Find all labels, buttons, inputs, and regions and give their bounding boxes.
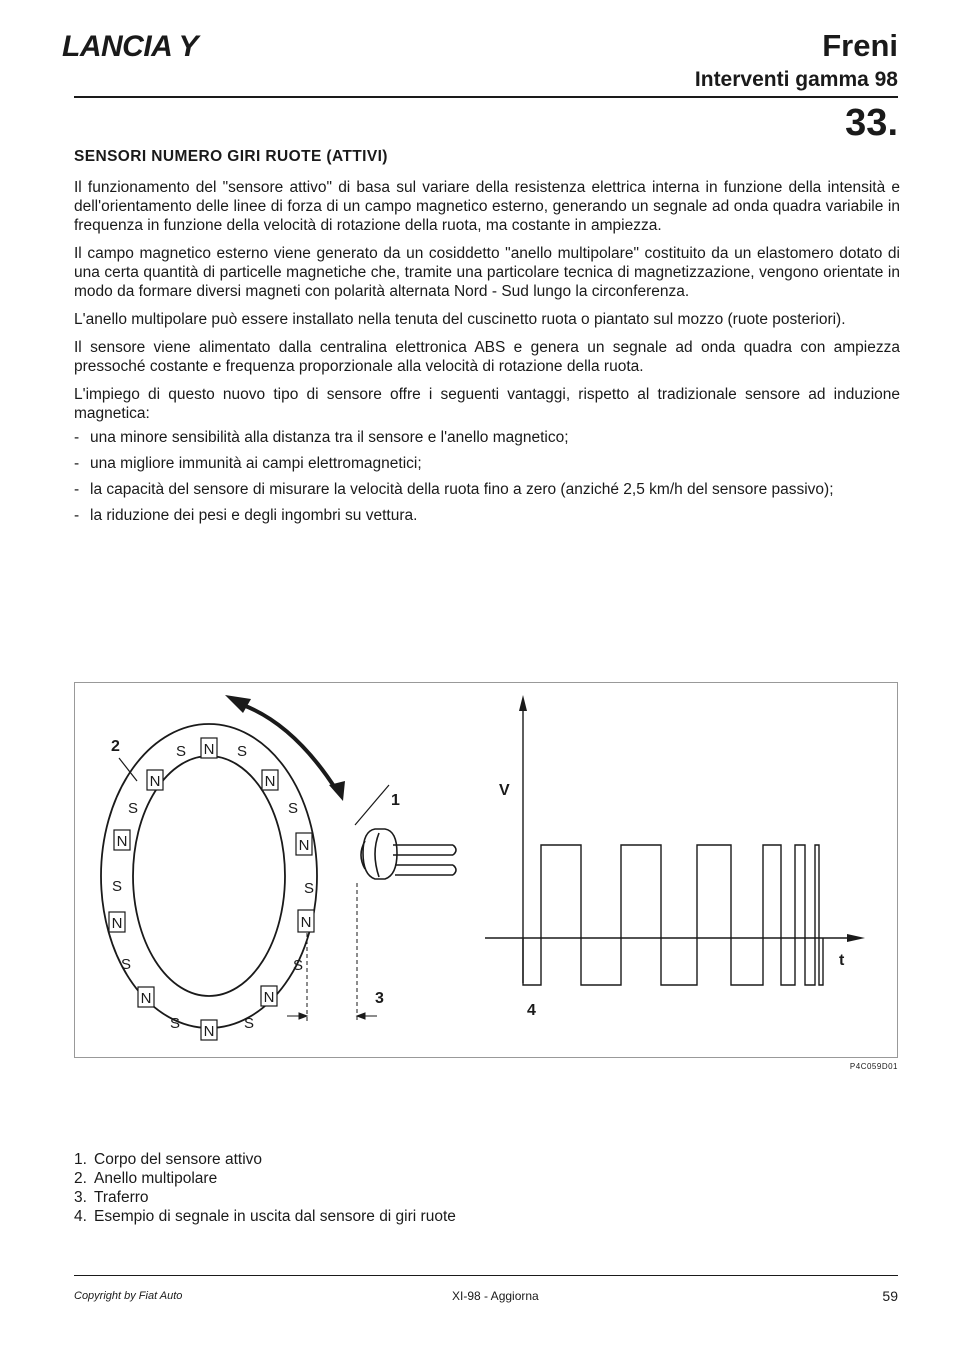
legend-item <box>74 1207 456 1226</box>
pole-s-label: S <box>292 957 304 974</box>
air-gap-marker <box>287 883 377 1021</box>
pole-s-label: S <box>120 956 132 973</box>
legend-item <box>74 1169 456 1188</box>
legend-number: 2. <box>74 1170 87 1187</box>
footer-rule <box>74 1275 898 1276</box>
pole-s-label: S <box>236 743 248 760</box>
pole-s-label: S <box>287 800 299 817</box>
callout-3: 3 <box>375 990 384 1007</box>
legend-number: 1. <box>74 1151 87 1168</box>
callout-4: 4 <box>527 1002 536 1019</box>
footer-copyright: Copyright by Fiat Auto <box>74 1290 183 1302</box>
legend-number: 4. <box>74 1208 87 1225</box>
section-title: Freni <box>822 28 898 63</box>
active-sensor-icon <box>355 785 456 879</box>
pole-n-label: N <box>111 915 123 932</box>
callout-2: 2 <box>111 738 120 755</box>
pole-s-label: S <box>111 878 123 895</box>
pole-n-label: N <box>140 990 152 1007</box>
v-axis-label: V <box>499 782 510 799</box>
paragraph: Il sensore viene alimentato dalla centralina elettronica ABS e genera un segnale ad onda quadra con ampiezza pressoché costante e frequenza proporzionale alla velocità di rotazione della ruota. <box>74 339 900 375</box>
subsection-title: Interventi gamma 98 <box>694 68 898 91</box>
v-axis-arrow-icon <box>519 695 527 711</box>
t-axis-label: t <box>839 952 845 969</box>
list-item: - la capacità del sensore di misurare la velocità della ruota fino a zero (anziché 2,5 km/h del sensore passivo); <box>74 480 900 499</box>
advantages-list <box>74 428 900 525</box>
sensor-diagram <box>75 683 897 1057</box>
paragraph: Il campo magnetico esterno viene generato da un cosiddetto "anello multipolare" costituito da un elastomero dotato di una certa quantità di particelle magnetiche che, tramite una particolare tecnica di magnetizzazione, vengono orientate in modo da formare diversi magneti con polarità alternata Nord - Sud lungo la circonferenza. <box>74 245 900 300</box>
legend-text: Esempio di segnale in uscita dal sensore di giri ruote <box>94 1208 456 1225</box>
legend-item <box>74 1188 456 1207</box>
pole-n-label: N <box>203 1023 215 1040</box>
sensor-figure <box>74 682 898 1058</box>
pole-s-label: S <box>127 800 139 817</box>
list-item: - una migliore immunità ai campi elettromagnetici; <box>74 454 900 473</box>
callout-2-leader <box>119 758 137 781</box>
paragraph: L'impiego di questo nuovo tipo di sensore offre i seguenti vantaggi, rispetto al tradizionale sensore ad induzione magnetica: <box>74 386 900 422</box>
pole-s-label: S <box>303 880 315 897</box>
header-rule <box>74 96 898 98</box>
t-axis-arrow-icon <box>847 934 865 942</box>
callout-1: 1 <box>391 792 400 809</box>
page-heading: SENSORI NUMERO GIRI RUOTE (ATTIVI) <box>74 148 388 165</box>
list-item: - una minore sensibilità alla distanza tra il sensore e l'anello magnetico; <box>74 428 900 447</box>
paragraph: L'anello multipolare può essere installato nella tenuta del cuscinetto ruota o piantato sul mozzo (ruote posteriori). <box>74 311 846 328</box>
pole-n-label: N <box>203 741 215 758</box>
square-wave-signal <box>523 845 823 985</box>
list-item: - la riduzione dei pesi e degli ingombri su vettura. <box>74 506 900 525</box>
pole-n-label: N <box>264 773 276 790</box>
legend-text: Corpo del sensore attivo <box>94 1151 263 1168</box>
pole-n-label: N <box>149 773 161 790</box>
pole-s-label: S <box>169 1015 181 1032</box>
pole-s-label: S <box>243 1015 255 1032</box>
brand-title: LANCIA Y <box>62 30 199 63</box>
footer-edition: XI-98 - Aggiorna <box>452 1289 539 1303</box>
footer-page-number: 59 <box>882 1288 898 1304</box>
pole-n-label: N <box>116 833 128 850</box>
pole-n-label: N <box>298 837 310 854</box>
main-content <box>74 148 900 532</box>
legend-text: Traferro <box>94 1189 149 1206</box>
pole-s-label: S <box>175 743 187 760</box>
section-page-number: 33. <box>845 102 898 144</box>
figure-code: P4C059D01 <box>849 1062 898 1071</box>
pole-n-label: N <box>263 989 275 1006</box>
pole-n-label: N <box>300 914 312 931</box>
figure-legend <box>74 1150 456 1226</box>
legend-text: Anello multipolare <box>94 1170 218 1187</box>
legend-item <box>74 1150 456 1169</box>
multipolar-ring <box>101 724 317 1028</box>
legend-number: 3. <box>74 1189 87 1206</box>
signal-axes <box>485 703 853 983</box>
paragraph: Il funzionamento del "sensore attivo" di basa sul variare della resistenza elettrica interna in funzione della intensità e dell'orientamento delle linee di forza di un campo magnetico esterno, generando un segnale ad onda quadra variabile in frequenza in funzione della velocità di rotazione della ruota, ma costante in ampiezza. <box>74 179 900 234</box>
